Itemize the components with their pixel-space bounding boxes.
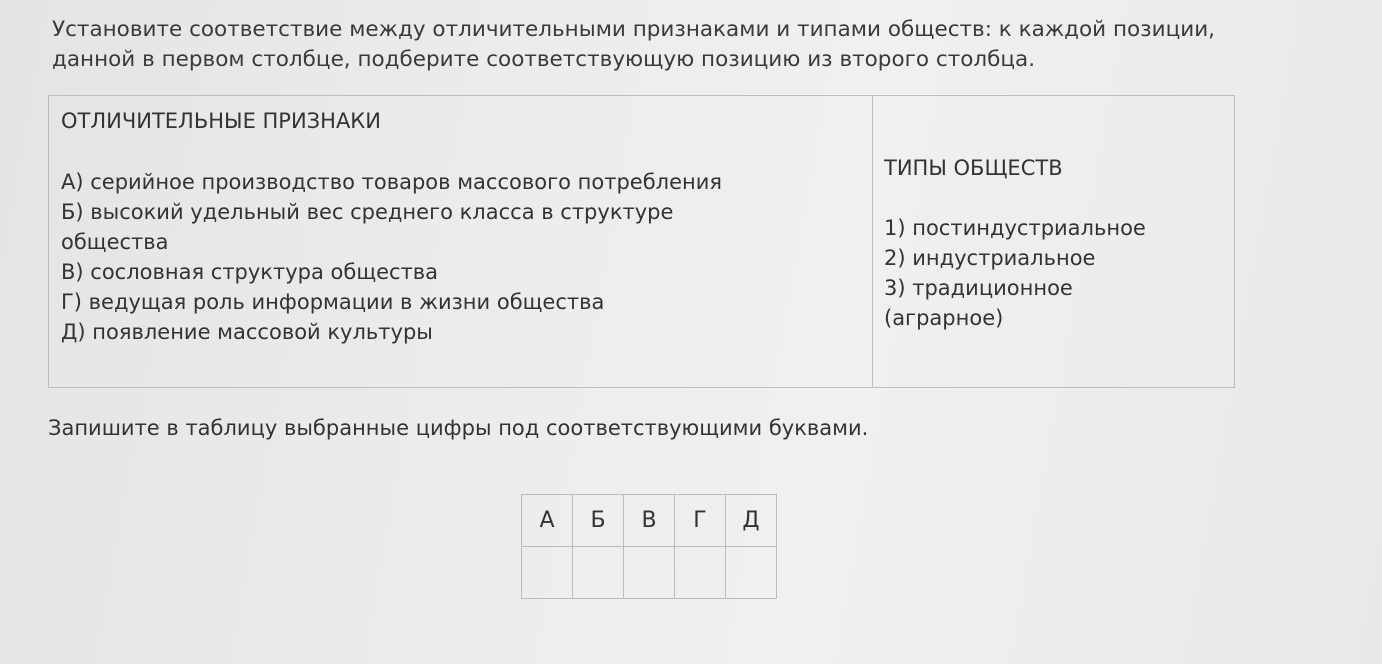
answer-cell-b[interactable]	[573, 547, 624, 599]
answer-header-row	[522, 495, 777, 547]
feature-item-a: А) серийное производство товаров массового потребления	[61, 170, 722, 194]
answer-header-d: Д	[726, 495, 777, 547]
answer-cell-d[interactable]	[726, 547, 777, 599]
type-item-3: 3) традиционное (аграрное)	[884, 276, 1073, 330]
feature-item-v: В) сословная структура общества	[61, 260, 439, 284]
features-header: ОТЛИЧИТЕЛЬНЫЕ ПРИЗНАКИ	[61, 109, 381, 133]
answer-header-a: А	[522, 495, 573, 547]
matching-table	[48, 95, 1235, 388]
type-item-2: 2) индустриальное	[884, 246, 1096, 270]
answer-cell-g[interactable]	[675, 547, 726, 599]
answer-table	[521, 494, 777, 599]
answer-header-b: Б	[573, 495, 624, 547]
answer-cell-v[interactable]	[624, 547, 675, 599]
task-text: Установите соответствие между отличительными признаками и типами обществ: к каждой позиции, данной в первом столбце, подберите соответствующую позицию из второго столбца.	[52, 17, 1216, 72]
instruction-text: Запишите в таблицу выбранные цифры под соответствующими буквами.	[48, 416, 869, 440]
feature-item-d: Д) появление массовой культуры	[61, 320, 433, 344]
answer-header-g: Г	[675, 495, 726, 547]
answer-input-row	[522, 547, 777, 599]
features-column	[49, 96, 873, 387]
answer-header-v: В	[624, 495, 675, 547]
types-header: ТИПЫ ОБЩЕСТВ	[884, 156, 1063, 180]
feature-item-b: Б) высокий удельный вес среднего класса в структуре общества	[61, 200, 674, 254]
types-column	[873, 96, 1234, 387]
answer-cell-a[interactable]	[522, 547, 573, 599]
feature-item-g: Г) ведущая роль информации в жизни общества	[61, 290, 605, 314]
type-item-1: 1) постиндустриальное	[884, 216, 1146, 240]
